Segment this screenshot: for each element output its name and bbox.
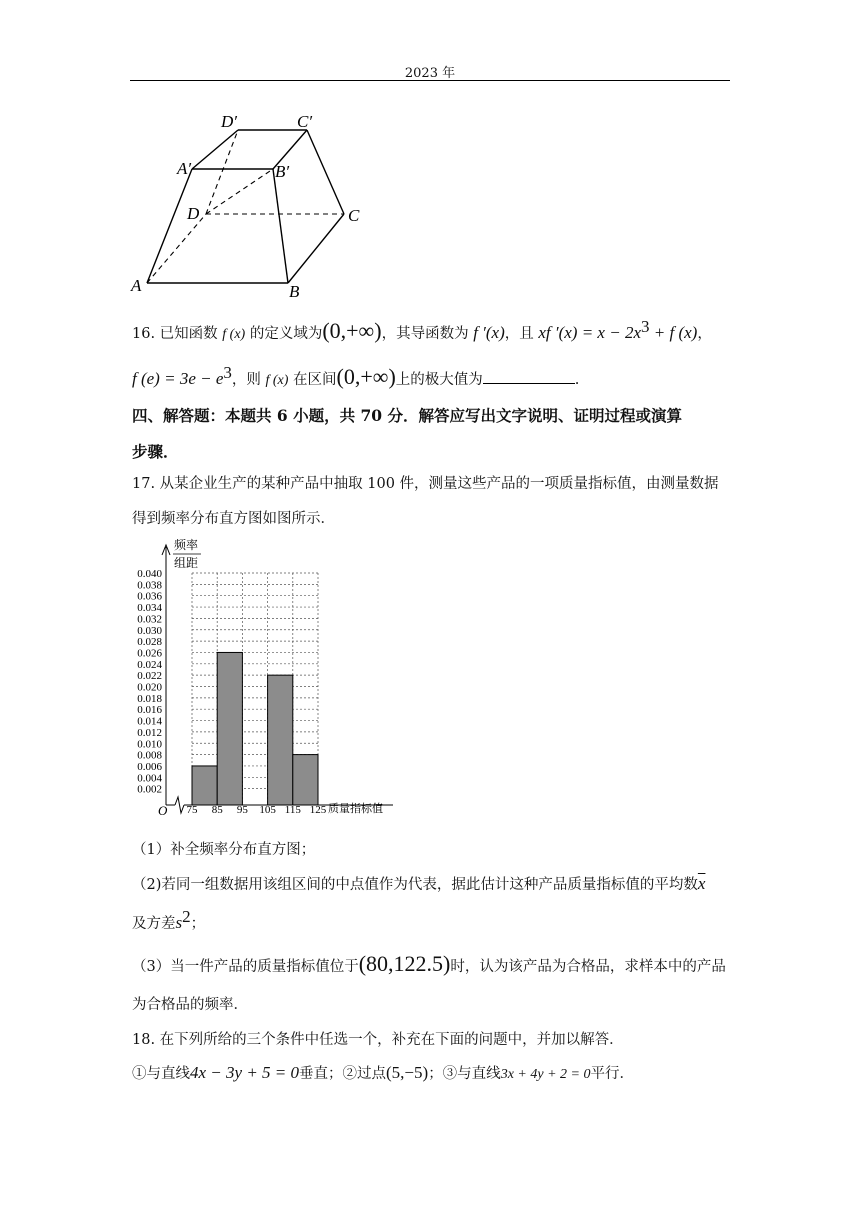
y-axis-label-bottom: 组距 [174,556,199,570]
y-tick-label: 0.024 [137,658,162,671]
y-tick-label: 0.010 [137,738,162,751]
x-tick-label: 75 [186,804,198,816]
y-tick-label: 0.008 [137,749,162,762]
y-tick-label: 0.026 [137,647,162,660]
label-A1: A′ [177,159,192,178]
header-rule [130,80,730,81]
edge-D-D1 [206,130,238,214]
y-tick-label: 0.022 [137,670,162,683]
q18-line1: 18. 在下列所给的三个条件中任选一个，补充在下面的问题中，并加以解答． [132,1032,624,1048]
section4-heading-line2: 步骤． [132,442,179,461]
edge-B-B1 [273,169,288,283]
frequency-histogram [125,535,400,825]
y-tick-label: 0.032 [137,613,162,626]
edge-D1-A1 [192,130,238,169]
q17-part3-line2: 为合格品的频率． [132,997,248,1013]
histogram-bars [192,652,318,805]
y-tick-label: 0.028 [137,636,162,649]
x-tick-label: 85 [211,804,223,816]
edge-C-C1 [307,130,344,214]
y-tick-label: 0.030 [137,624,162,637]
label-B1: B′ [275,162,290,181]
label-D: D [187,204,200,223]
y-tick-label: 0.034 [137,602,162,615]
y-tick-label: 0.018 [137,692,162,705]
label-C1: C′ [297,112,313,131]
y-tick-label: 0.036 [137,590,162,603]
frustum-figure [125,108,375,303]
edge-A-A1 [147,169,192,283]
x-tick-label: 125 [309,804,327,816]
histogram-bar [217,652,242,805]
y-tick-label: 0.014 [137,715,162,728]
y-tick-label: 0.038 [137,579,162,592]
histogram-bar [192,766,217,805]
y-tick-label: 0.002 [137,783,162,796]
y-tick-label: 0.012 [137,726,162,739]
page-header-title: 2023 年 [404,66,456,81]
x-tick-label: 95 [236,804,248,816]
label-B: B [289,282,300,301]
q17-part2-line2: 及方差$s^2$； [132,907,206,932]
label-A: A [131,276,142,295]
q18-conditions: ①与直线4x − 3y + 5 = 0垂直；②过点(5,−5)；③与直线3x + 4y + 2 = 0平行． [132,1063,634,1082]
edge-D-B1 [206,169,273,214]
q17-part1: （1）补全频率分布直方图； [132,842,316,858]
y-tick-label: 0.040 [137,568,162,580]
q17-line1: 17. 从某企业生产的某种产品中抽取 100 件，测量这些产品的一项质量指标值，由测量数据 [132,476,719,492]
x-axis-label: 质量指标值 [328,803,383,815]
y-tick-label: 0.020 [137,681,162,694]
edge-B-C [288,214,344,283]
q16-line2: f $(e) = 3e - e^3$，则 f (x) 在区间(0,+∞)上的极大值为 . [132,363,580,389]
y-tick-label: 0.006 [137,760,162,773]
q17-line2: 得到频率分布直方图如图所示． [132,511,335,527]
histogram-bar [268,675,293,805]
label-C: C [348,206,360,225]
section4-heading-line1: 四、解答题：本题共 6 小题，共 70 分．解答应写出文字说明、证明过程或演算 [132,406,682,425]
q17-part2-line1: （2)若同一组数据用该组区间的中点值作为代表，据此估计这种产品质量指标值的平均数$\overline{x}$ [132,874,706,893]
x-tick-label: 115 [284,804,301,816]
label-D1: D′ [221,112,237,131]
edge-A-D [147,214,206,283]
histogram-bar [293,755,318,805]
y-tick-label: 0.016 [137,704,162,717]
q16-line1: 16. 已知函数 f (x) 的定义域为(0,+∞)，其导函数为 f ′(x)，且 xf $'(x) = x - 2x^3 + f$ (x)， [132,317,712,343]
y-tick-label: 0.004 [137,772,162,785]
q17-part3-line1: （3）当一件产品的质量指标值位于(80,122.5)时，认为该产品为合格品，求样本中的产品 [132,951,726,976]
answer-blank[interactable] [483,369,575,384]
y-axis-label-top: 频率 [174,538,199,552]
x-tick-label: 105 [259,804,276,816]
origin-label: O [158,803,168,818]
